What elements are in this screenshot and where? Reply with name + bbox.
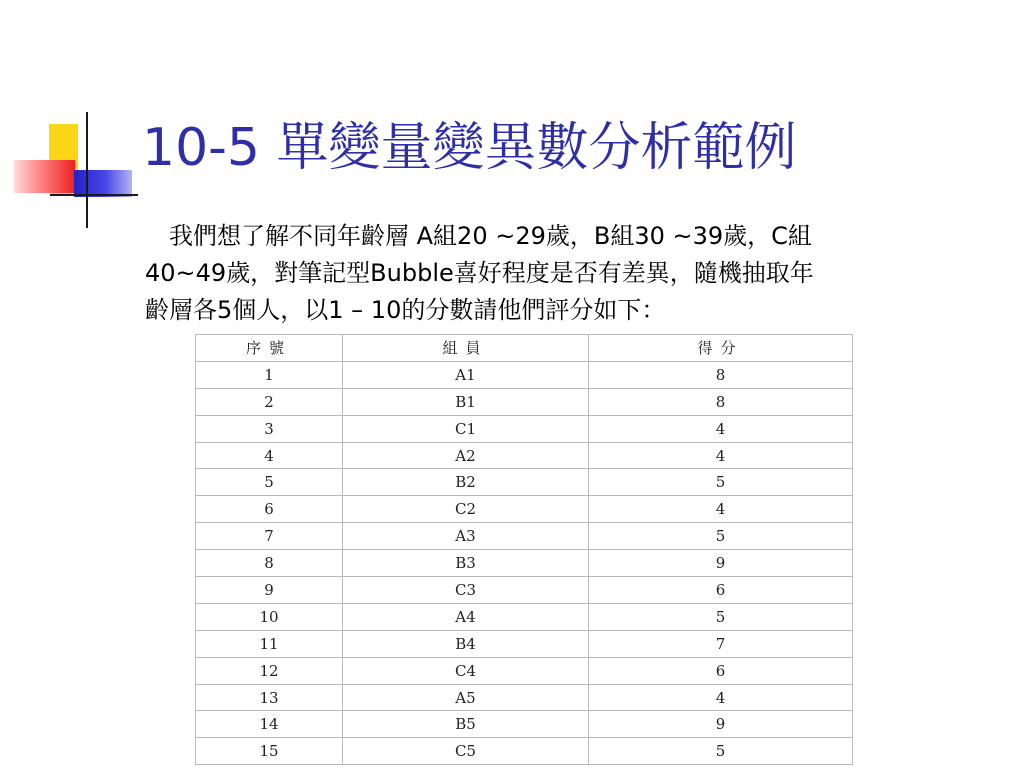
cell-score: 9 (589, 550, 853, 577)
cell-serial-number: 11 (196, 630, 343, 657)
cell-score: 8 (589, 361, 853, 388)
cell-member: C4 (343, 657, 589, 684)
cell-score: 5 (589, 738, 853, 765)
cell-member: B2 (343, 469, 589, 496)
cell-score: 4 (589, 684, 853, 711)
table-row (196, 523, 853, 550)
cell-score: 4 (589, 415, 853, 442)
cell-member: B3 (343, 550, 589, 577)
cell-serial-number: 1 (196, 361, 343, 388)
cell-serial-number: 12 (196, 657, 343, 684)
table-row (196, 415, 853, 442)
table-row (196, 496, 853, 523)
slide-title: 10-5 單變量變異數分析範例 (142, 118, 797, 178)
cell-serial-number: 5 (196, 469, 343, 496)
table-row (196, 684, 853, 711)
score-table-container (195, 334, 853, 765)
table-row (196, 603, 853, 630)
cell-member: A4 (343, 603, 589, 630)
cell-member: C1 (343, 415, 589, 442)
cell-score: 8 (589, 388, 853, 415)
cell-score: 7 (589, 630, 853, 657)
cell-score: 6 (589, 657, 853, 684)
cell-serial-number: 10 (196, 603, 343, 630)
score-table (195, 334, 853, 765)
table-row (196, 577, 853, 604)
table-row (196, 550, 853, 577)
cell-member: C3 (343, 577, 589, 604)
cell-serial-number: 9 (196, 577, 343, 604)
cell-member: A1 (343, 361, 589, 388)
cell-member: C5 (343, 738, 589, 765)
table-row (196, 657, 853, 684)
cell-serial-number: 2 (196, 388, 343, 415)
intro-paragraph (145, 218, 995, 329)
cell-serial-number: 7 (196, 523, 343, 550)
header-score: 得分 (589, 335, 853, 362)
table-row (196, 469, 853, 496)
cell-serial-number: 6 (196, 496, 343, 523)
cell-member: C2 (343, 496, 589, 523)
cell-serial-number: 4 (196, 442, 343, 469)
cell-score: 6 (589, 577, 853, 604)
intro-line: 40~49歲，對筆記型Bubble喜好程度是否有差異，隨機抽取年 (145, 259, 814, 287)
decor-blue-bar (74, 170, 132, 197)
cell-member: A2 (343, 442, 589, 469)
cell-member: B5 (343, 711, 589, 738)
table-row (196, 711, 853, 738)
cell-member: A3 (343, 523, 589, 550)
table-row (196, 630, 853, 657)
cell-member: A5 (343, 684, 589, 711)
decor-red-bar (14, 160, 75, 193)
cell-score: 4 (589, 442, 853, 469)
table-row (196, 388, 853, 415)
table-row (196, 361, 853, 388)
cell-score: 9 (589, 711, 853, 738)
cell-score: 4 (589, 496, 853, 523)
intro-line: 我們想了解不同年齡層 A組20 ~29歲，B組30 ~39歲，C組 (145, 222, 812, 250)
cell-score: 5 (589, 523, 853, 550)
cell-member: B1 (343, 388, 589, 415)
intro-line: 齡層各5個人，以1 – 10的分數請他們評分如下： (145, 296, 666, 324)
cell-serial-number: 14 (196, 711, 343, 738)
table-row (196, 442, 853, 469)
cell-score: 5 (589, 603, 853, 630)
table-row (196, 738, 853, 765)
cell-member: B4 (343, 630, 589, 657)
table-header-row (196, 335, 853, 362)
cell-serial-number: 8 (196, 550, 343, 577)
table-body (196, 361, 853, 764)
cell-serial-number: 15 (196, 738, 343, 765)
header-serial-number: 序號 (196, 335, 343, 362)
cell-score: 5 (589, 469, 853, 496)
cell-serial-number: 13 (196, 684, 343, 711)
header-member: 組員 (343, 335, 589, 362)
decor-horizontal-line (50, 194, 138, 196)
decor-vertical-line (86, 112, 88, 228)
cell-serial-number: 3 (196, 415, 343, 442)
